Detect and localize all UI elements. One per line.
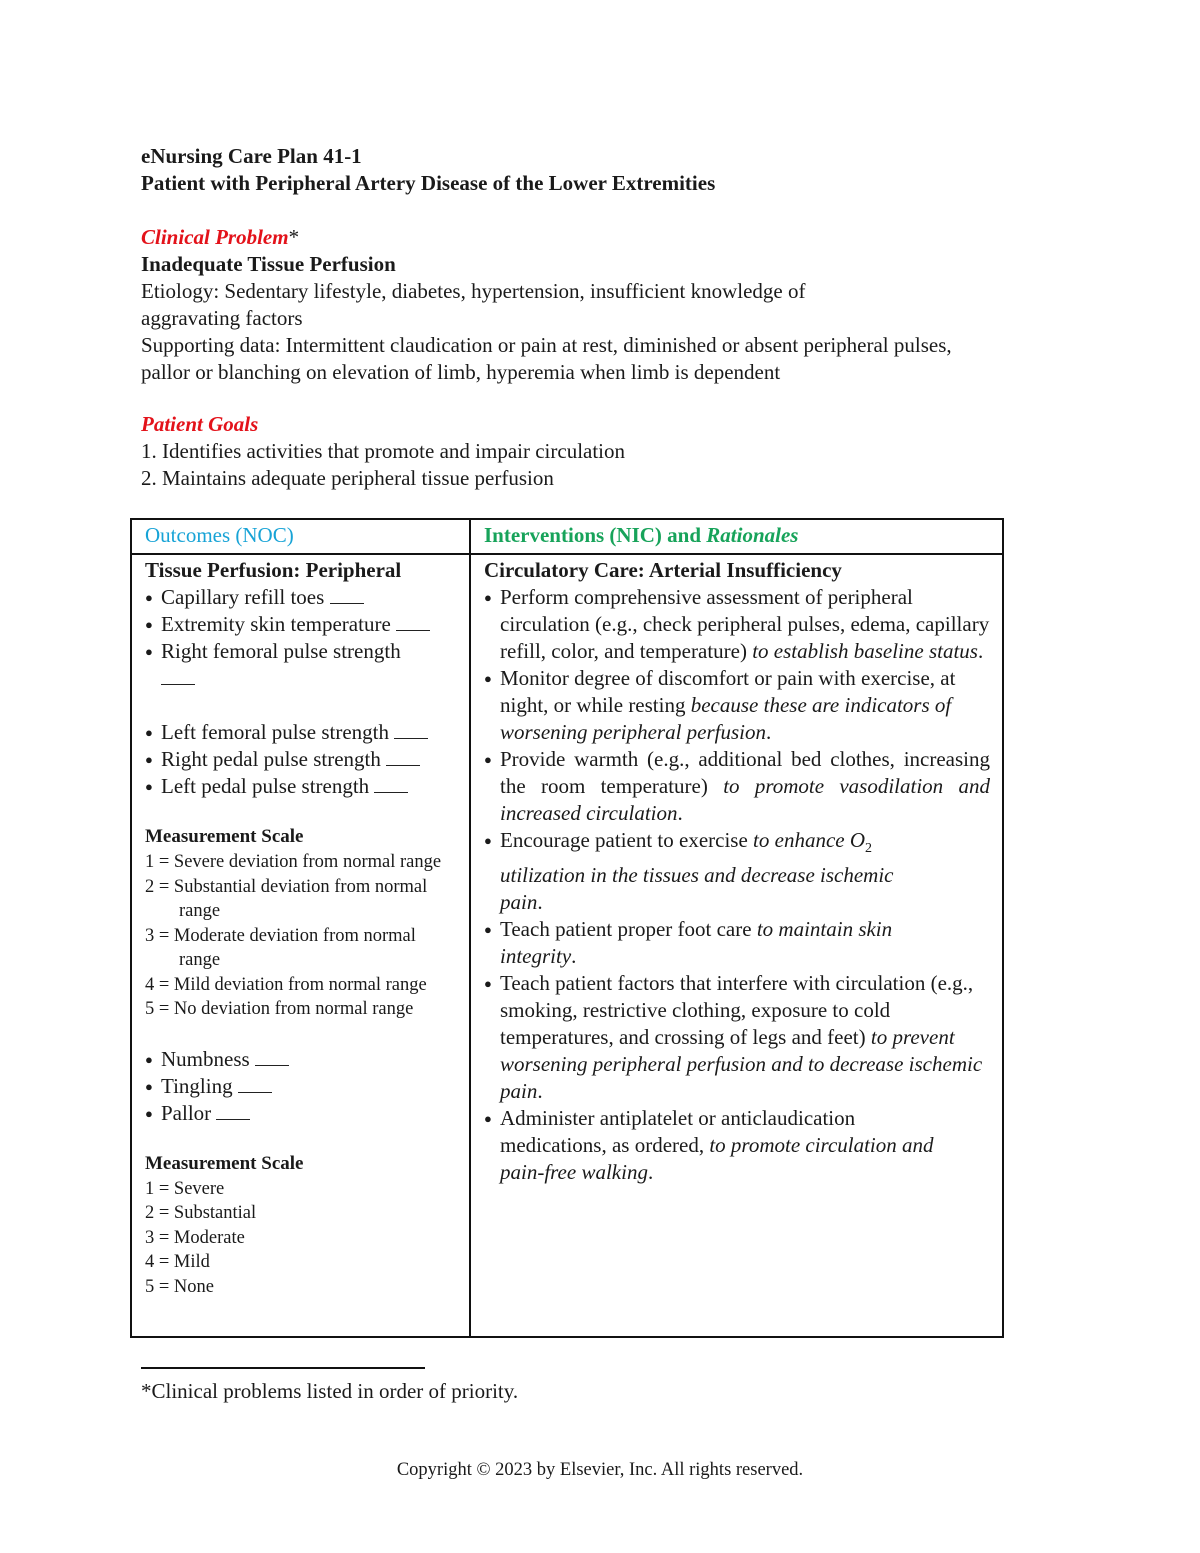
outcome-item: ● Right femoral pulse strength [145, 638, 457, 719]
rating-blank[interactable] [161, 666, 195, 685]
clinical-problem-heading: Clinical Problem [141, 225, 289, 249]
intervention-item: ● Provide warmth (e.g., additional bed clothes, increasing the room temperature) to promote vasodilation and increased circulation. [484, 746, 990, 827]
intervention-item: ● Teach patient factors that interfere with circulation (e.g., smoking, restrictive clothing, exposure to cold temperatures, and crossing of legs and feet) to prevent worsening peripheral perfusion and to decrease ischemic pain. [484, 970, 990, 1105]
rating-blank[interactable] [394, 720, 428, 739]
intervention-item: ● Teach patient proper foot care to maintain skin integrity. [484, 916, 990, 970]
patient-goals-section [141, 411, 1001, 492]
measurement-scale: 1 = Severe 2 = Substantial 3 = Moderate 4 = Mild 5 = None [145, 1178, 257, 1297]
rating-blank[interactable] [330, 585, 364, 604]
rating-blank[interactable] [216, 1101, 250, 1120]
care-plan-table [130, 518, 1004, 1338]
interventions-header: Interventions (NIC) and Rationales [470, 519, 1003, 554]
rating-blank[interactable] [396, 612, 430, 631]
outcome-item: ● Left femoral pulse strength [145, 719, 457, 746]
outcome-item: ● Capillary refill toes [145, 584, 457, 611]
patient-goals-heading: Patient Goals [141, 412, 259, 436]
intervention-item: ● Perform comprehensive assessment of peripheral circulation (e.g., check peripheral pulses, edema, capillary refill, color, and temperature) to establish baseline status. [484, 584, 990, 665]
etiology-text: Etiology: Sedentary lifestyle, diabetes, hypertension, insufficient knowledge of aggravating factors [141, 279, 806, 330]
measurement-scale-title: Measurement Scale [145, 1152, 304, 1174]
intervention-item: ● Monitor degree of discomfort or pain with exercise, at night, or while resting because these are indicators of worsening peripheral perfusion. [484, 665, 990, 746]
interventions-cell [470, 554, 1003, 1337]
supporting-data-text: Supporting data: Intermittent claudication or pain at rest, diminished or absent peripheral pulses, pallor or blanching on elevation of limb, hyperemia when limb is dependent [141, 333, 952, 384]
document-header [141, 143, 715, 197]
rating-blank[interactable] [386, 747, 420, 766]
copyright: Copyright © 2023 by Elsevier, Inc. All rights reserved. [396, 1460, 804, 1480]
footnote: *Clinical problems listed in order of priority. [141, 1379, 519, 1403]
clinical-problem-section [141, 224, 1001, 386]
rating-blank[interactable] [374, 774, 408, 793]
intervention-item: ● Administer antiplatelet or anticlaudication medications, as ordered, to promote circulation and pain-free walking. [484, 1105, 990, 1186]
rating-blank[interactable] [238, 1074, 272, 1093]
outcome-item: ● Tingling [145, 1073, 457, 1100]
outcome-item: ● Right pedal pulse strength [145, 746, 457, 773]
clinical-problem-name: Inadequate Tissue Perfusion [141, 252, 396, 276]
outcome-item: ● Extremity skin temperature [145, 611, 457, 638]
measurement-scale-title: Measurement Scale [145, 826, 304, 847]
intervention-title: Circulatory Care: Arterial Insufficiency [484, 558, 842, 582]
outcome-list [145, 584, 457, 800]
outcome-title: Tissue Perfusion: Peripheral [145, 558, 402, 582]
outcome-item: ● Pallor [145, 1100, 457, 1127]
symptom-list [145, 1046, 457, 1127]
rating-blank[interactable] [255, 1047, 289, 1066]
measurement-scale: 1 = Severe deviation from normal range 2 = Substantial deviation from normal range 3 = Moderate deviation from normal range 4 = Mild deviation from normal range 5 = No deviation from normal range [145, 852, 442, 1019]
intervention-list [484, 584, 990, 1186]
goal-item: 2. Maintains adequate peripheral tissue perfusion [141, 466, 554, 490]
outcome-item: ● Numbness [145, 1046, 457, 1073]
footnote-marker: * [288, 225, 300, 249]
footnote-separator [141, 1367, 425, 1369]
goal-item: 1. Identifies activities that promote and impair circulation [141, 439, 626, 463]
outcome-item: ● Left pedal pulse strength [145, 773, 457, 800]
intervention-item: ● Encourage patient to exercise to enhance $O_2$ utilization in the tissues and decrease ischemic pain. [484, 827, 990, 916]
plan-subtitle: Patient with Peripheral Artery Disease of the Lower Extremities [141, 171, 716, 195]
outcomes-cell [131, 554, 470, 1337]
outcomes-header: Outcomes (NOC) [131, 519, 470, 554]
plan-title: eNursing Care Plan 41-1 [141, 144, 362, 168]
